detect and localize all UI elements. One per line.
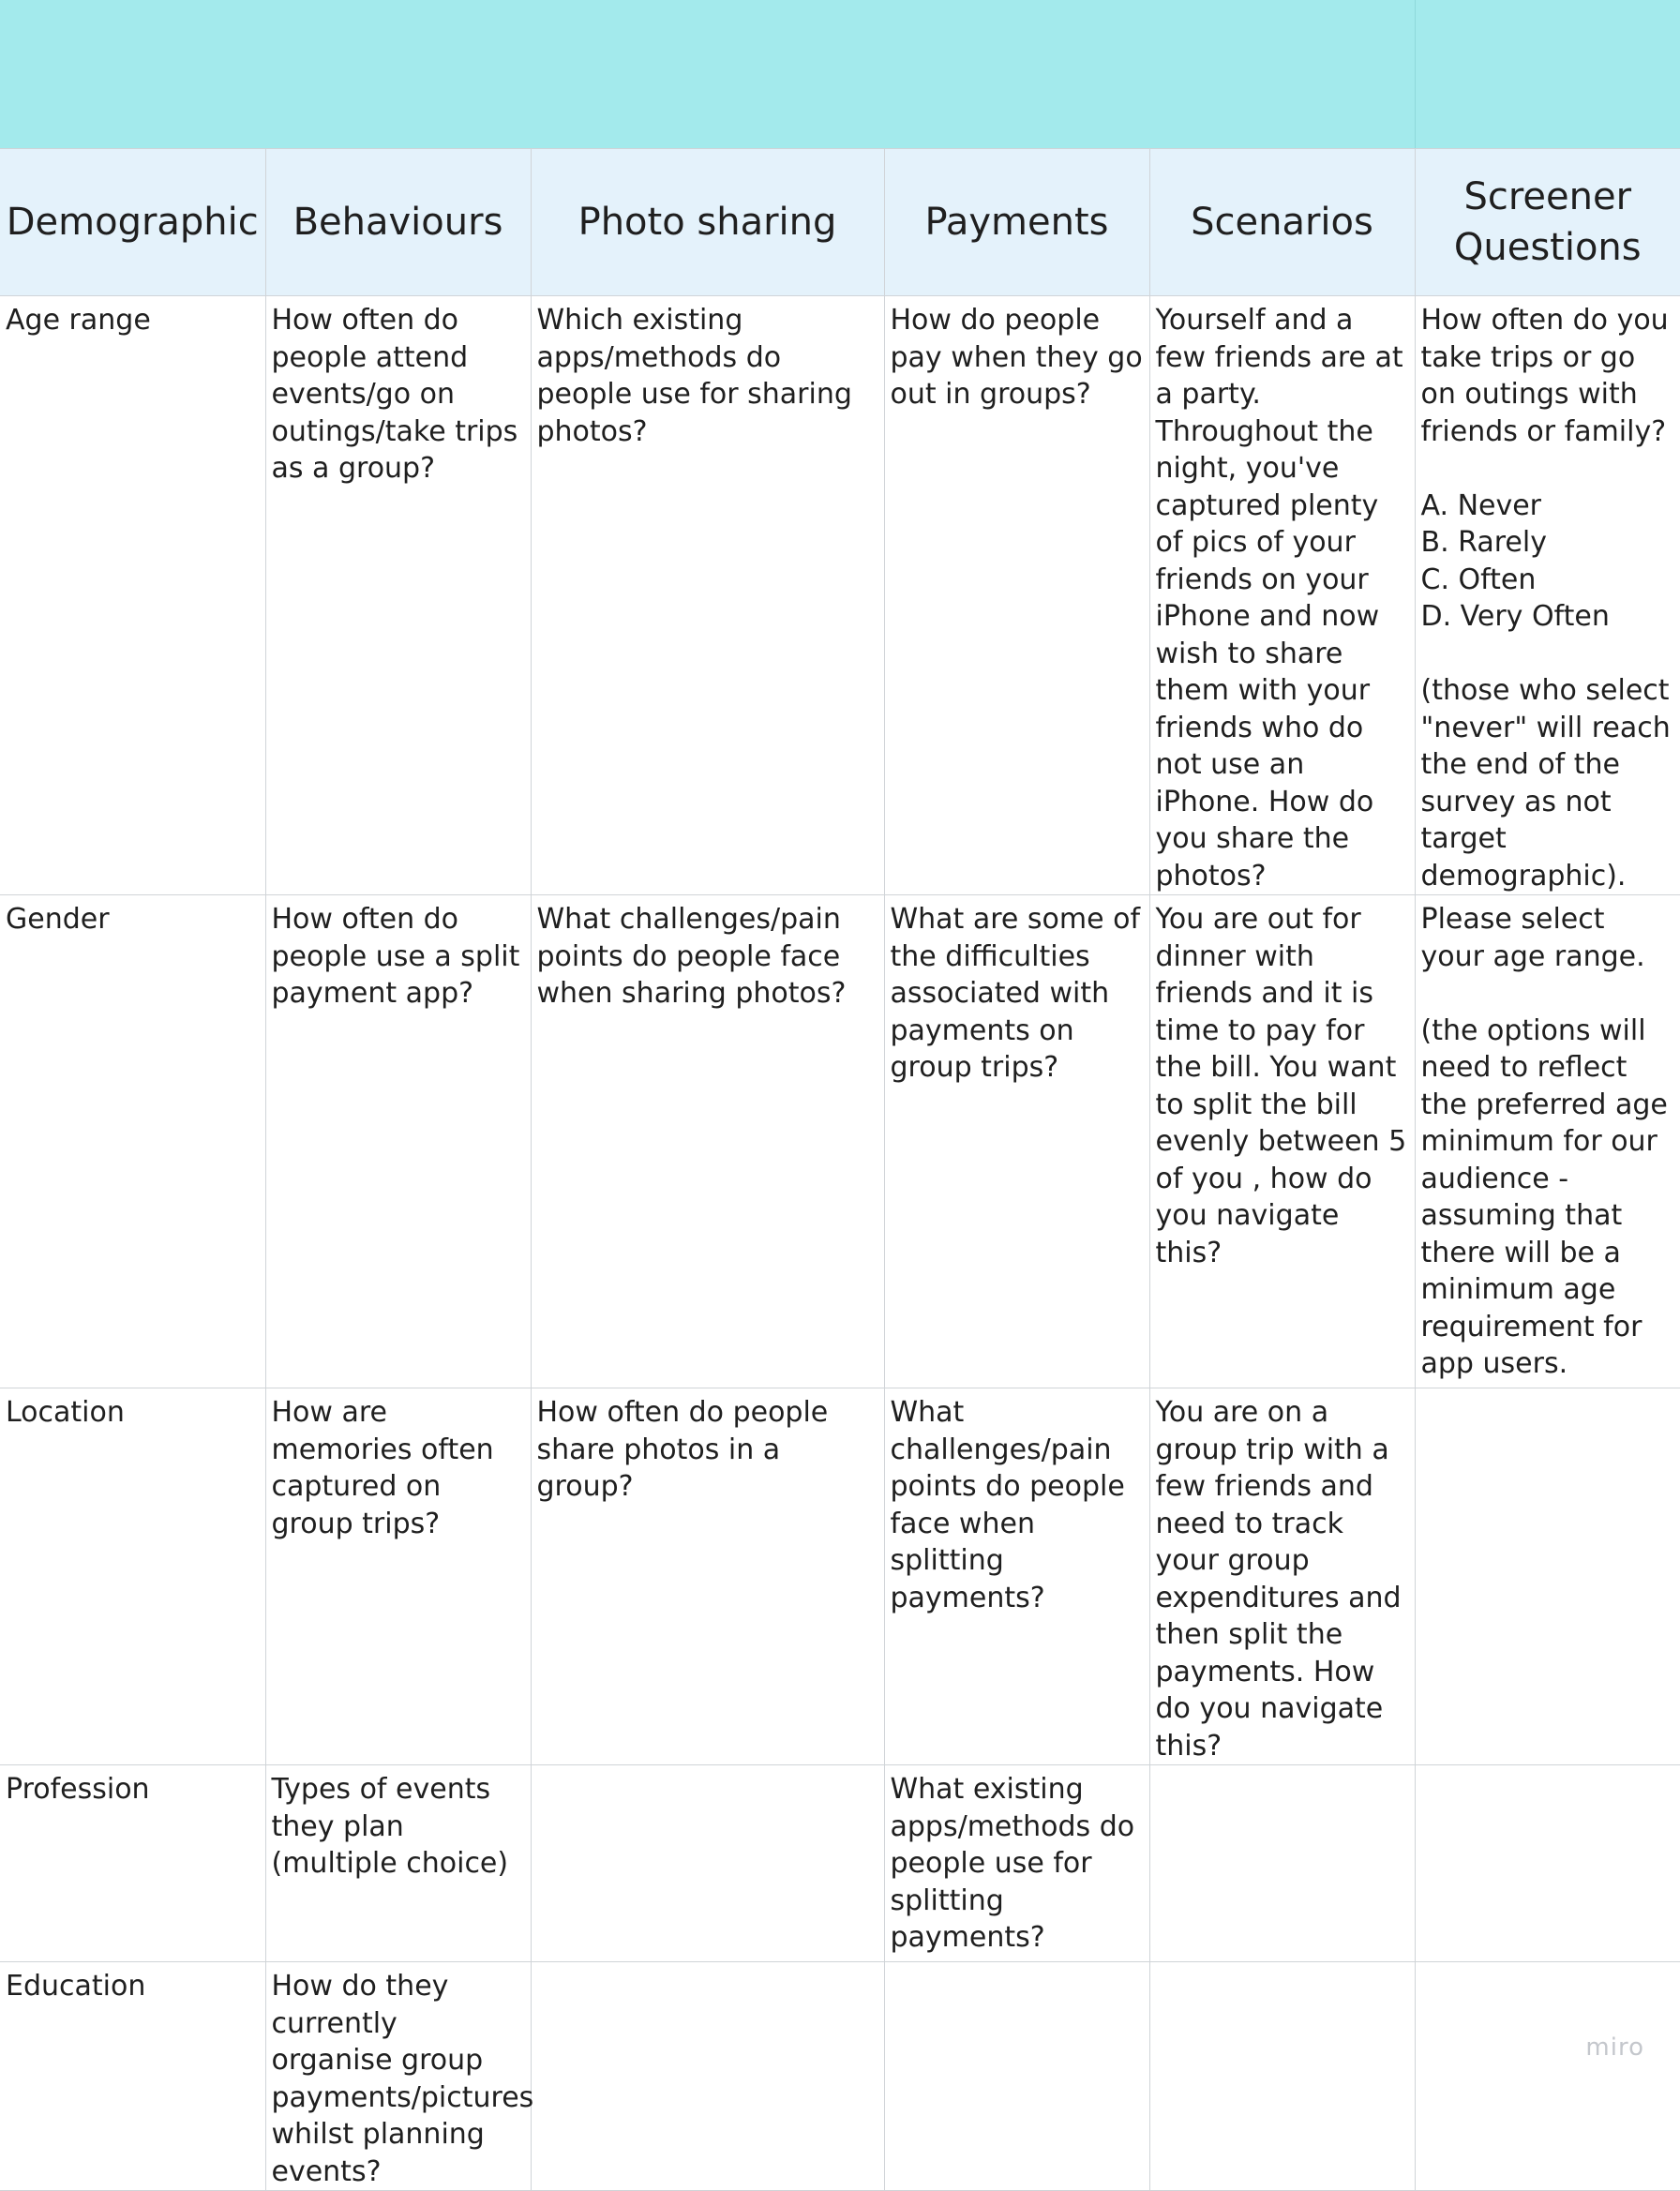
table-cell[interactable]: [1415, 1962, 1680, 2191]
table-cell[interactable]: You are on a group trip with a few friends and need to track your group expenditures and then split the payments. How do you navigate this?: [1149, 1388, 1415, 1765]
table-cell[interactable]: How often do you take trips or go on outings with friends or family? A. Never B. Rarely C. Often D. Very Often (those who select "never" will reach the end of the survey as not target demographic).: [1415, 296, 1680, 895]
table-cell[interactable]: You are out for dinner with friends and it is time to pay for the bill. You want to split the bill evenly between 5 of you , how do you navigate this?: [1149, 895, 1415, 1388]
band-divider: [1415, 0, 1416, 148]
table-cell[interactable]: Age range: [0, 296, 265, 895]
header-row: [0, 149, 1680, 296]
table-row: [0, 296, 1680, 895]
table-row: [0, 1765, 1680, 1962]
header-demographic: Demographic: [0, 149, 265, 296]
table-cell[interactable]: Location: [0, 1388, 265, 1765]
miro-watermark: miro: [1585, 2033, 1644, 2062]
table-row: [0, 1962, 1680, 2191]
table-cell[interactable]: [884, 1962, 1149, 2191]
table-cell[interactable]: Gender: [0, 895, 265, 1388]
table-cell[interactable]: What challenges/pain points do people face when sharing photos?: [531, 895, 884, 1388]
table-cell[interactable]: Types of events they plan (multiple choice): [265, 1765, 531, 1962]
table-cell[interactable]: Yourself and a few friends are at a party. Throughout the night, you've captured plenty of pics of your friends on your iPhone and now wish to share them with your friends who do not use an iPhone. How do you share the photos?: [1149, 296, 1415, 895]
table-cell[interactable]: What challenges/pain points do people face when splitting payments?: [884, 1388, 1149, 1765]
table-cell[interactable]: Profession: [0, 1765, 265, 1962]
table-row: [0, 895, 1680, 1388]
table-cell[interactable]: [1415, 1765, 1680, 1962]
table-cell[interactable]: How do people pay when they go out in groups?: [884, 296, 1149, 895]
table-cell[interactable]: Please select your age range. (the options will need to reflect the preferred age minimum for our audience - assuming that there will be a minimum age requirement for app users.: [1415, 895, 1680, 1388]
table-cell[interactable]: How often do people share photos in a group?: [531, 1388, 884, 1765]
table-cell[interactable]: [1149, 1765, 1415, 1962]
table-cell[interactable]: [1415, 1388, 1680, 1765]
header-payments: Payments: [884, 149, 1149, 296]
table-cell[interactable]: How often do people use a split payment app?: [265, 895, 531, 1388]
table-cell[interactable]: Education: [0, 1962, 265, 2191]
header-behaviours: Behaviours: [265, 149, 531, 296]
table-cell[interactable]: How do they currently organise group payments/pictures whilst planning events?: [265, 1962, 531, 2191]
header-photo-sharing: Photo sharing: [531, 149, 884, 296]
table-cell[interactable]: How often do people attend events/go on outings/take trips as a group?: [265, 296, 531, 895]
table-cell[interactable]: Which existing apps/methods do people use for sharing photos?: [531, 296, 884, 895]
table-cell[interactable]: What are some of the difficulties associated with payments on group trips?: [884, 895, 1149, 1388]
table-cell[interactable]: [531, 1962, 884, 2191]
table-cell[interactable]: How are memories often captured on group trips?: [265, 1388, 531, 1765]
table-cell[interactable]: [531, 1765, 884, 1962]
table-cell[interactable]: What existing apps/methods do people use for splitting payments?: [884, 1765, 1149, 1962]
research-table: [0, 148, 1680, 2191]
header-scenarios: Scenarios: [1149, 149, 1415, 296]
header-band: [0, 0, 1680, 148]
table-cell[interactable]: [1149, 1962, 1415, 2191]
table-row: [0, 1388, 1680, 1765]
header-screener-questions: Screener Questions: [1415, 149, 1680, 296]
